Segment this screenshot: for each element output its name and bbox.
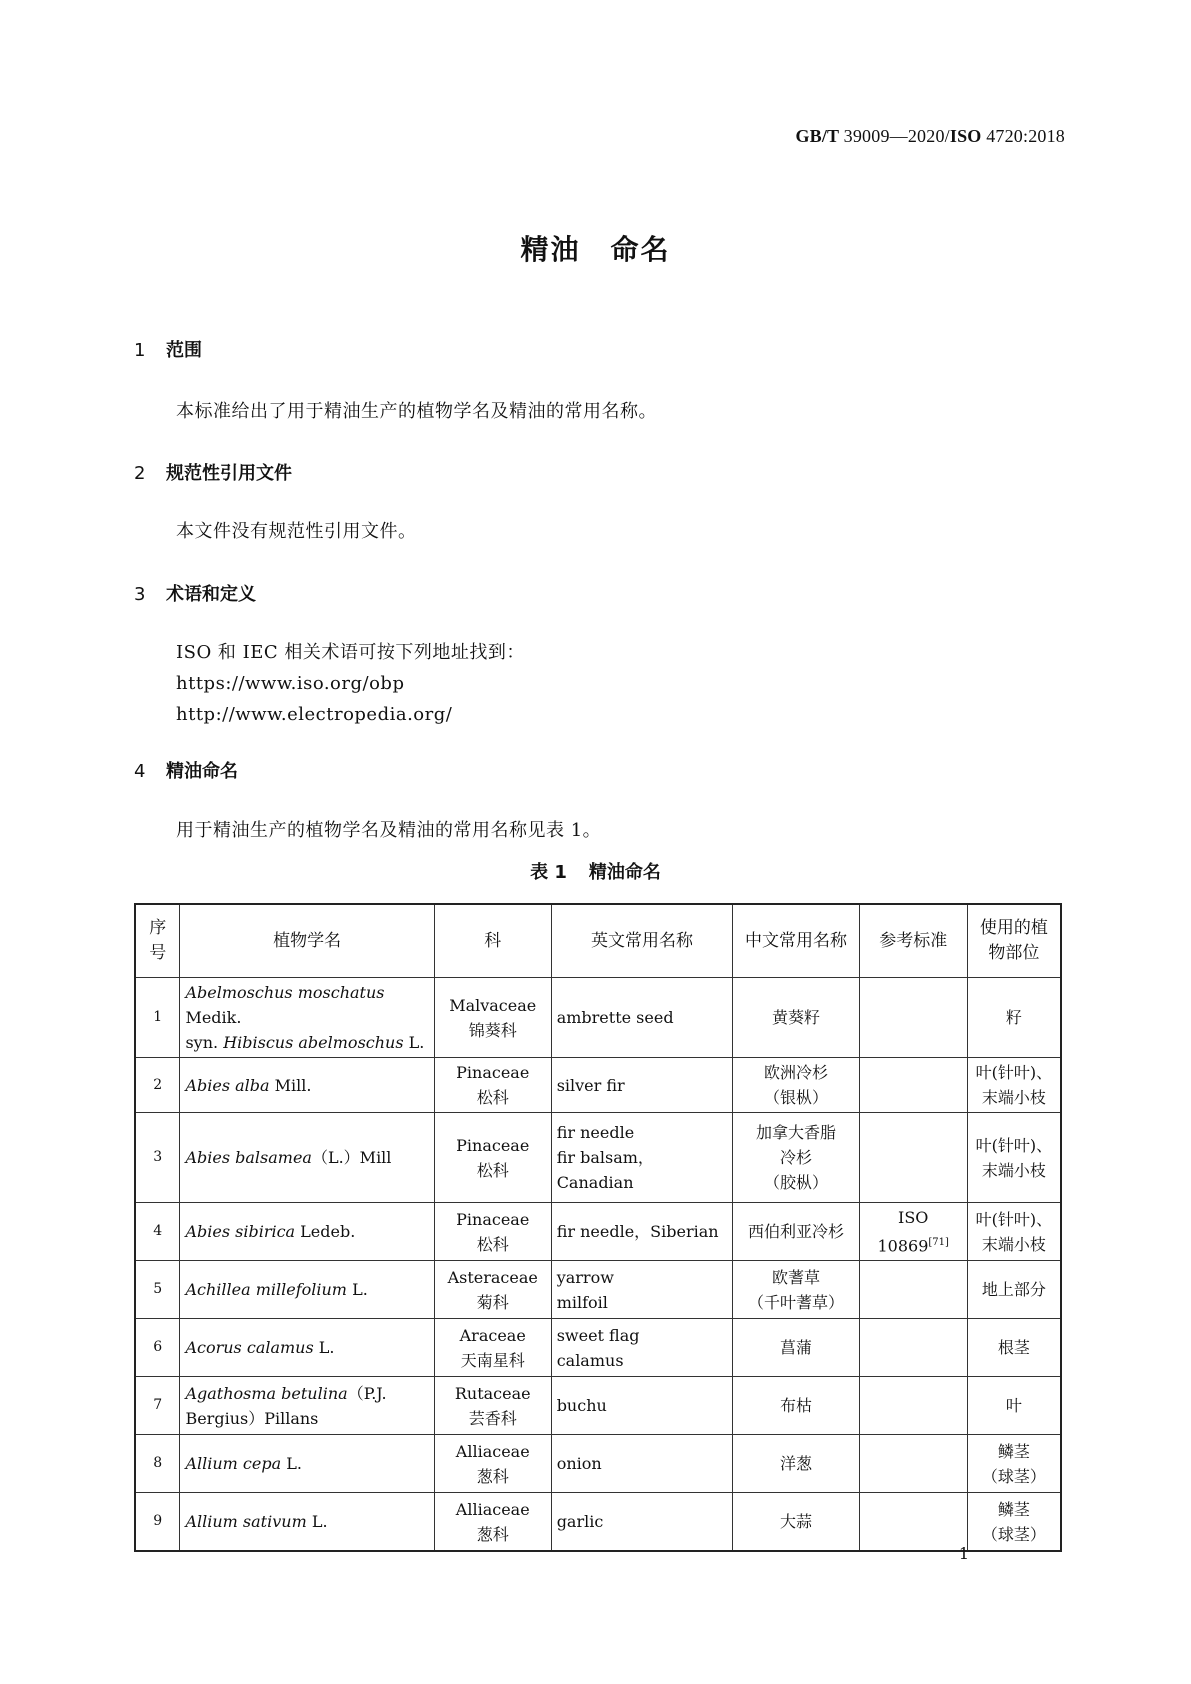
plant-part-line: 根茎 — [997, 1338, 1030, 1358]
code-number: 39009—2020/ — [843, 126, 950, 146]
cell-family — [434, 1493, 551, 1551]
section-number: 2 — [134, 463, 146, 484]
table-row — [135, 1493, 1061, 1551]
cell-english-name — [551, 1113, 733, 1203]
header-seq: 序号 — [135, 904, 180, 978]
cell-family — [434, 1261, 551, 1319]
table-caption-title: 精油命名 — [588, 862, 661, 883]
english-name-line: garlic — [556, 1512, 604, 1532]
cell-plant-part — [967, 1113, 1061, 1203]
terms-paragraph — [176, 637, 525, 730]
cell-plant-part — [967, 1435, 1061, 1493]
electropedia-link[interactable]: http://www.electropedia.org/ — [176, 704, 453, 725]
section-number: 4 — [134, 761, 146, 782]
english-name-line: fir needle，Siberian — [556, 1222, 719, 1242]
cell-family — [434, 1319, 551, 1377]
chinese-name-line: 西伯利亚冷杉 — [748, 1222, 845, 1242]
cell-seq: 5 — [135, 1261, 180, 1319]
cell-chinese-name — [733, 978, 860, 1058]
cell-family — [434, 978, 551, 1058]
chinese-name-line: 洋葱 — [780, 1454, 813, 1474]
botanical-name-line: Abies alba Mill. — [185, 1075, 312, 1095]
code-iso: ISO — [949, 126, 982, 146]
header-plant-part: 使用的植物部位 — [967, 904, 1061, 978]
english-name-line: onion — [556, 1454, 602, 1474]
code-iso-number: 4720:2018 — [986, 126, 1065, 146]
cell-reference-standard — [859, 1203, 967, 1261]
cell-botanical-name — [180, 1113, 434, 1203]
table-row — [135, 1435, 1061, 1493]
section-number: 1 — [134, 340, 146, 361]
cell-english-name — [551, 1203, 733, 1261]
cell-chinese-name — [733, 1493, 860, 1551]
cell-english-name — [551, 1319, 733, 1377]
table-row — [135, 978, 1061, 1058]
cell-plant-part — [967, 978, 1061, 1058]
cell-plant-part — [967, 1377, 1061, 1435]
section-heading-terms — [134, 580, 256, 606]
botanical-name-line: Abelmoschus moschatus Medik. — [185, 983, 385, 1027]
cell-chinese-name — [733, 1377, 860, 1435]
family-chinese: 芸香科 — [468, 1408, 517, 1428]
family-chinese: 天南星科 — [460, 1350, 525, 1370]
cell-botanical-name — [180, 1261, 434, 1319]
botanical-name-line: Abies balsamea（L.）Mill — [185, 1148, 392, 1167]
table-row — [135, 1113, 1061, 1203]
cell-chinese-name — [733, 1113, 860, 1203]
family-latin: Alliaceae — [455, 1499, 530, 1519]
section-paragraph: 本文件没有规范性引用文件。 — [176, 521, 417, 542]
family-latin: Pinaceae — [456, 1063, 530, 1082]
cell-reference-standard — [859, 1377, 967, 1435]
botanical-name-line: Bergius）Pillans — [185, 1408, 319, 1428]
essential-oil-table — [134, 903, 1062, 1552]
plant-part-line: 叶 — [1005, 1396, 1022, 1416]
cell-chinese-name — [733, 1435, 860, 1493]
cell-english-name — [551, 1377, 733, 1435]
header-chinese-name: 中文常用名称 — [733, 904, 860, 978]
header-reference-standard: 参考标准 — [859, 904, 967, 978]
botanical-name-line: Allium cepa L. — [185, 1454, 302, 1474]
plant-part-line: 末端小枝 — [981, 1160, 1046, 1180]
cell-reference-standard — [859, 1261, 967, 1319]
cell-family — [434, 1203, 551, 1261]
plant-part-line: （球茎） — [981, 1466, 1046, 1486]
cell-family — [434, 1435, 551, 1493]
cell-seq: 7 — [135, 1377, 180, 1435]
plant-part-line: 末端小枝 — [981, 1088, 1046, 1107]
botanical-name-line: Agathosma betulina（P.J. — [185, 1383, 387, 1403]
english-name-line: yarrow — [556, 1267, 614, 1287]
cell-family — [434, 1113, 551, 1203]
section-heading-naming — [134, 757, 238, 783]
botanical-name-line: syn. Hibiscus abelmoschus L. — [185, 1033, 425, 1052]
table-header-row — [135, 904, 1061, 978]
standard-code — [795, 126, 1065, 147]
cell-family — [434, 1377, 551, 1435]
plant-part-line: 地上部分 — [981, 1280, 1046, 1300]
family-chinese: 葱科 — [476, 1466, 509, 1486]
cell-seq: 2 — [135, 1058, 180, 1113]
cell-plant-part — [967, 1493, 1061, 1551]
family-latin: Pinaceae — [456, 1209, 530, 1229]
cell-botanical-name — [180, 1203, 434, 1261]
cell-english-name — [551, 1493, 733, 1551]
section-number: 3 — [134, 584, 146, 605]
cell-english-name — [551, 1435, 733, 1493]
family-latin: Malvaceae — [449, 995, 537, 1015]
cell-plant-part — [967, 1261, 1061, 1319]
family-latin: Araceae — [459, 1325, 526, 1345]
cell-english-name — [551, 1058, 733, 1113]
english-name-line: fir needle — [556, 1123, 635, 1142]
family-chinese: 锦葵科 — [468, 1020, 517, 1040]
chinese-name-line: 加拿大香脂 — [756, 1123, 837, 1142]
english-name-line: calamus — [556, 1350, 624, 1370]
table-row — [135, 1203, 1061, 1261]
cell-plant-part — [967, 1058, 1061, 1113]
chinese-name-line: 黄葵籽 — [772, 1008, 821, 1027]
plant-part-line: 叶(针叶)、 — [975, 1063, 1053, 1082]
page-number: 1 — [958, 1544, 969, 1563]
cell-reference-standard — [859, 978, 967, 1058]
citation-ref[interactable]: [71] — [928, 1237, 949, 1248]
cell-plant-part — [967, 1319, 1061, 1377]
english-name-line: ambrette seed — [556, 1008, 674, 1027]
botanical-name-line: Achillea millefolium L. — [185, 1280, 368, 1300]
table-row — [135, 1319, 1061, 1377]
chinese-name-line: （银枞） — [764, 1088, 829, 1107]
cell-seq: 1 — [135, 978, 180, 1058]
plant-part-line: 鳞茎 — [997, 1441, 1030, 1461]
chinese-name-line: 冷杉 — [780, 1148, 813, 1167]
cell-family — [434, 1058, 551, 1113]
section-paragraph: 本标准给出了用于精油生产的植物学名及精油的常用名称。 — [176, 401, 657, 422]
reference-standard-text: ISO 10869 — [877, 1208, 929, 1256]
table-row — [135, 1261, 1061, 1319]
cell-seq: 9 — [135, 1493, 180, 1551]
english-name-line: silver fir — [556, 1075, 625, 1095]
section-paragraph: 用于精油生产的植物学名及精油的常用名称见表 1。 — [176, 820, 602, 841]
english-name-line: sweet flag — [556, 1325, 640, 1345]
family-latin: Pinaceae — [456, 1135, 530, 1155]
cell-reference-standard — [859, 1058, 967, 1113]
cell-botanical-name — [180, 978, 434, 1058]
chinese-name-line: 菖蒲 — [780, 1338, 813, 1358]
family-chinese: 松科 — [476, 1234, 509, 1254]
english-name-line: buchu — [556, 1396, 607, 1416]
cell-chinese-name — [733, 1203, 860, 1261]
plant-part-line: 叶(针叶)、 — [975, 1209, 1053, 1229]
english-name-line: fir balsam，Canadian — [556, 1148, 654, 1192]
section-heading-scope — [134, 336, 202, 362]
english-name-line: milfoil — [556, 1292, 608, 1312]
header-family: 科 — [434, 904, 551, 978]
cell-english-name — [551, 1261, 733, 1319]
terms-intro: ISO 和 IEC 相关术语可按下列地址找到： — [176, 642, 525, 663]
family-chinese: 松科 — [476, 1088, 509, 1107]
cell-reference-standard — [859, 1319, 967, 1377]
section-title: 范围 — [166, 340, 202, 361]
botanical-name-line: Abies sibirica Ledeb. — [185, 1222, 356, 1242]
family-latin: Alliaceae — [455, 1441, 530, 1461]
chinese-name-line: （千叶蓍草） — [748, 1292, 845, 1312]
chinese-name-line: 欧洲冷杉 — [764, 1063, 829, 1082]
botanical-name-line: Allium sativum L. — [185, 1512, 328, 1532]
cell-seq: 3 — [135, 1113, 180, 1203]
cell-seq: 6 — [135, 1319, 180, 1377]
family-latin: Rutaceae — [454, 1383, 531, 1403]
plant-part-line: 鳞茎 — [997, 1499, 1030, 1519]
table-row — [135, 1377, 1061, 1435]
family-chinese: 菊科 — [476, 1292, 509, 1312]
cell-chinese-name — [733, 1319, 860, 1377]
cell-chinese-name — [733, 1261, 860, 1319]
cell-reference-standard — [859, 1435, 967, 1493]
cell-seq: 4 — [135, 1203, 180, 1261]
cell-chinese-name — [733, 1058, 860, 1113]
code-gbt: GB/T — [795, 126, 839, 146]
family-latin: Asteraceae — [447, 1267, 538, 1287]
document-title: 精油 命名 — [520, 233, 671, 266]
iso-obp-link[interactable]: https://www.iso.org/obp — [176, 673, 405, 694]
cell-english-name — [551, 978, 733, 1058]
cell-seq: 8 — [135, 1435, 180, 1493]
cell-reference-standard — [859, 1493, 967, 1551]
plant-part-line: 末端小枝 — [981, 1234, 1046, 1254]
table-row — [135, 1058, 1061, 1113]
cell-plant-part — [967, 1203, 1061, 1261]
section-title: 规范性引用文件 — [166, 463, 292, 484]
cell-reference-standard — [859, 1113, 967, 1203]
cell-botanical-name — [180, 1377, 434, 1435]
section-title: 精油命名 — [166, 761, 238, 782]
cell-botanical-name — [180, 1493, 434, 1551]
cell-botanical-name — [180, 1058, 434, 1113]
cell-botanical-name — [180, 1319, 434, 1377]
table-caption-label: 表 1 — [530, 862, 567, 883]
family-chinese: 松科 — [476, 1160, 509, 1180]
section-heading-normative-references — [134, 459, 292, 485]
plant-part-line: 籽 — [1005, 1008, 1022, 1027]
plant-part-line: 叶(针叶)、 — [975, 1135, 1053, 1155]
header-botanical-name: 植物学名 — [180, 904, 434, 978]
header-english-name: 英文常用名称 — [551, 904, 733, 978]
chinese-name-line: 大蒜 — [780, 1512, 813, 1532]
table-caption — [0, 858, 1191, 884]
plant-part-line: （球茎） — [981, 1524, 1046, 1544]
botanical-name-line: Acorus calamus L. — [185, 1338, 335, 1358]
cell-botanical-name — [180, 1435, 434, 1493]
chinese-name-line: 布枯 — [780, 1396, 813, 1416]
family-chinese: 葱科 — [476, 1524, 509, 1544]
section-title: 术语和定义 — [166, 584, 256, 605]
chinese-name-line: （胶枞） — [764, 1173, 829, 1192]
chinese-name-line: 欧蓍草 — [772, 1267, 821, 1287]
